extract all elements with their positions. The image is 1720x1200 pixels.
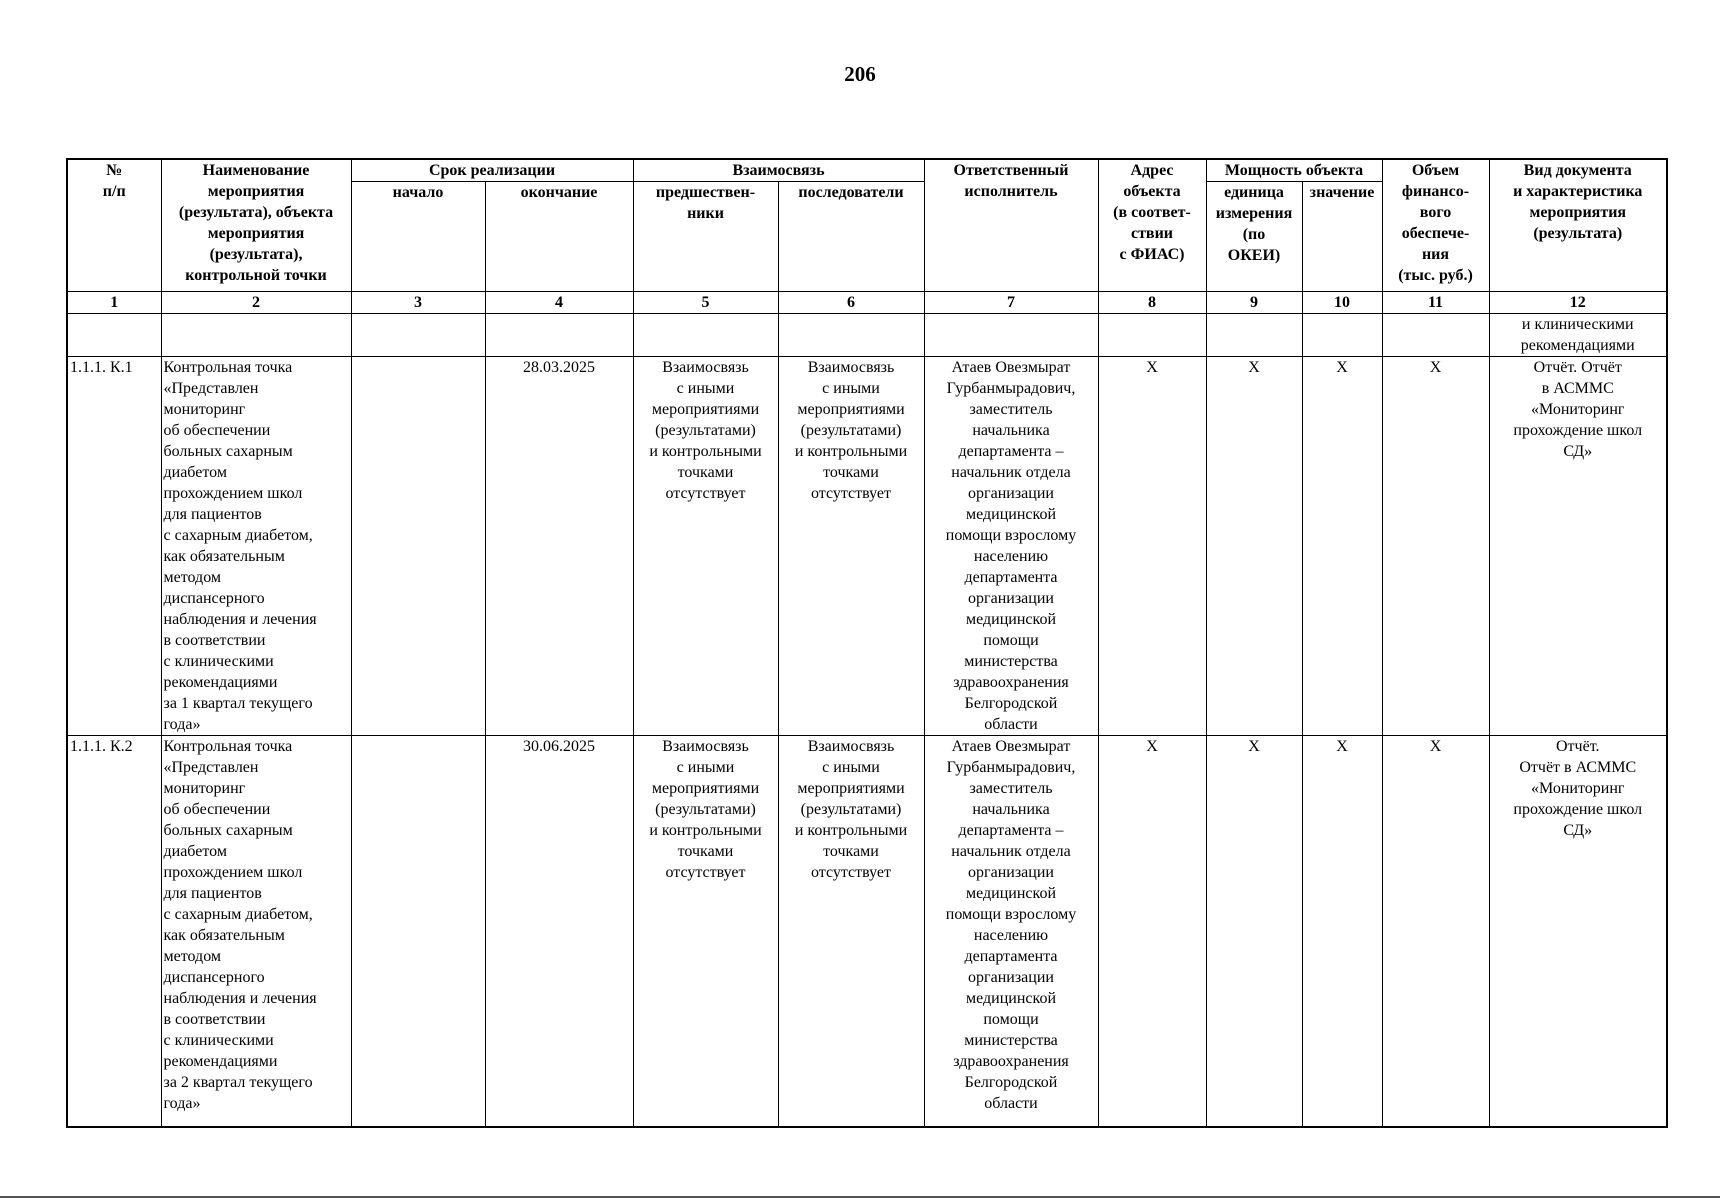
continuation-row [67,314,1667,357]
empty-cell [924,314,1098,357]
header-number: № п/п [67,159,161,292]
table-row [67,357,1667,736]
header-document: Вид документа и характеристика мероприятия (результата) [1489,159,1667,292]
row-predecessors: Взаимосвязь с иными мероприятиями (результатами) и контрольными точками отсутствует [633,357,778,736]
row-start [351,736,485,1128]
row-responsible: Атаев Овезмырат Гурбанмырадович, заместитель начальника департамента – начальник отдела организации медицинской помощи взрослому населению департамента организации медицинской помощи министерства здравоохранения Белгородской области [924,736,1098,1128]
column-number-row [67,292,1667,314]
header-unit: единица измерения (по ОКЕИ) [1206,182,1302,292]
row-id: 1.1.1. К.1 [67,357,161,736]
row-start [351,357,485,736]
header-predecessors: предшествен- ники [633,182,778,292]
column-number: 3 [351,292,485,314]
row-name: Контрольная точка «Представлен мониторинг об обеспечении больных сахарным диабетом прохождением школ для пациентов с сахарным диабетом, как обязательным методом диспансерного наблюдения и лечения в соответствии с клиническими рекомендациями за 2 квартал текущего года» [161,736,351,1128]
column-number: 8 [1098,292,1206,314]
row-address: X [1098,357,1206,736]
row-document: Отчёт. Отчёт в АСММС «Мониторинг прохождение школ СД» [1489,736,1667,1128]
column-number: 10 [1302,292,1382,314]
empty-cell [1206,314,1302,357]
empty-cell [1382,314,1489,357]
column-number: 9 [1206,292,1302,314]
row-id: 1.1.1. К.2 [67,736,161,1128]
header-end: окончание [485,182,633,292]
row-funding: X [1382,736,1489,1128]
column-number: 1 [67,292,161,314]
row-successors: Взаимосвязь с иными мероприятиями (результатами) и контрольными точками отсутствует [778,736,924,1128]
row-end: 28.03.2025 [485,357,633,736]
header-start: начало [351,182,485,292]
row-responsible: Атаев Овезмырат Гурбанмырадович, заместитель начальника департамента – начальник отдела организации медицинской помощи взрослому населению департамента организации медицинской помощи министерства здравоохранения Белгородской области [924,357,1098,736]
column-number: 2 [161,292,351,314]
row-address: X [1098,736,1206,1128]
row-unit: X [1206,736,1302,1128]
header-funding: Объем финансо- вого обеспече- ния (тыс. руб.) [1382,159,1489,292]
header-period-group: Срок реализации [351,159,633,182]
header-successors: последователи [778,182,924,292]
header-name: Наименование мероприятия (результата), объекта мероприятия (результата), контрольной точки [161,159,351,292]
empty-cell [67,314,161,357]
header-value: значение [1302,182,1382,292]
row-successors: Взаимосвязь с иными мероприятиями (результатами) и контрольными точками отсутствует [778,357,924,736]
row-document: Отчёт. Отчёт в АСММС «Мониторинг прохождение школ СД» [1489,357,1667,736]
empty-cell [351,314,485,357]
plan-table [66,158,1668,1128]
column-number: 4 [485,292,633,314]
empty-cell [1098,314,1206,357]
continuation-text: и клиническими рекомендациями [1489,314,1667,357]
empty-cell [161,314,351,357]
column-number: 7 [924,292,1098,314]
header-address: Адрес объекта (в соответ- ствии с ФИАС) [1098,159,1206,292]
row-value: X [1302,357,1382,736]
row-value: X [1302,736,1382,1128]
row-funding: X [1382,357,1489,736]
header-capacity-group: Мощность объекта [1206,159,1382,182]
column-number: 6 [778,292,924,314]
column-number: 12 [1489,292,1667,314]
row-name: Контрольная точка «Представлен мониторинг об обеспечении больных сахарным диабетом прохождением школ для пациентов с сахарным диабетом, как обязательным методом диспансерного наблюдения и лечения в соответствии с клиническими рекомендациями за 1 квартал текущего года» [161,357,351,736]
row-end: 30.06.2025 [485,736,633,1128]
header-row-1 [67,159,1667,182]
empty-cell [1302,314,1382,357]
table-row [67,736,1667,1128]
column-number: 5 [633,292,778,314]
row-unit: X [1206,357,1302,736]
header-responsible: Ответственный исполнитель [924,159,1098,292]
page-number: 206 [844,62,876,86]
header-link-group: Взаимосвязь [633,159,924,182]
bottom-divider [0,1196,1720,1198]
empty-cell [485,314,633,357]
empty-cell [633,314,778,357]
column-number: 11 [1382,292,1489,314]
empty-cell [778,314,924,357]
row-predecessors: Взаимосвязь с иными мероприятиями (результатами) и контрольными точками отсутствует [633,736,778,1128]
